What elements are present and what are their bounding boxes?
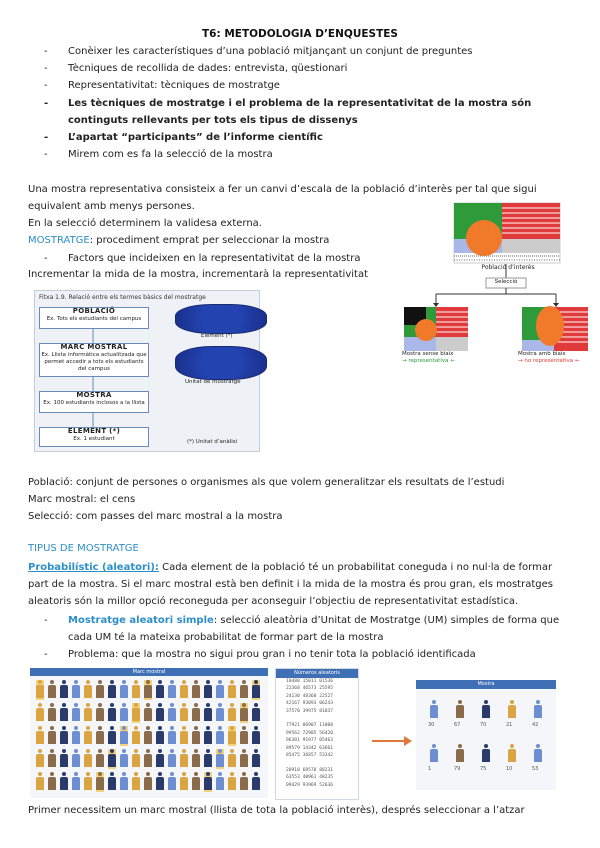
person-icon <box>144 749 152 769</box>
frame-dots-icon <box>175 346 267 380</box>
intro-bullet: - Tècniques de recollida de dades: entrevista, qüestionari <box>44 60 564 77</box>
sample-person-icon <box>482 744 490 764</box>
sample-person-number: 67 <box>454 722 461 728</box>
sample-person-icon <box>456 700 464 720</box>
random-number-row: 77921 06907 11008 <box>286 723 334 729</box>
closing-text: Primer necessitem un marc mostral (llista de tota la població interès), després seleccionar a l’atzar <box>28 805 525 816</box>
poblacio-desc: Ex. Tots els estudiants del campus <box>46 316 142 322</box>
factors-sub-bullet <box>44 253 360 264</box>
person-icon <box>156 749 164 769</box>
person-icon <box>180 749 188 769</box>
person-icon <box>192 726 200 746</box>
person-icon <box>228 680 236 700</box>
intro-bullet-list <box>44 43 564 163</box>
person-icon <box>132 749 140 769</box>
random-number-rows <box>276 678 358 789</box>
person-icon <box>156 680 164 700</box>
sample-person-number: 53 <box>532 766 539 772</box>
sample-person-icon <box>482 700 490 720</box>
biased-sub: → no representativa ← <box>518 357 580 364</box>
person-icon <box>108 680 116 700</box>
sample-person-icon <box>430 744 438 764</box>
mostratge-term: MOSTRATGE <box>28 235 90 246</box>
sample-header: Mostra <box>416 680 556 689</box>
person-icon <box>120 772 128 792</box>
person-icon <box>72 749 80 769</box>
random-number-row: 09429 93969 52636 <box>286 782 334 788</box>
person-icon <box>192 703 200 723</box>
definition-marc: Marc mostral: el cens <box>28 494 136 505</box>
person-icon <box>72 726 80 746</box>
random-number-row: 28918 69578 88231 <box>286 767 334 773</box>
element-title: ELEMENT (*) <box>67 427 121 435</box>
person-icon <box>84 680 92 700</box>
person-icon <box>48 703 56 723</box>
probabilistic-paragraph <box>28 560 568 610</box>
person-icon <box>240 772 248 792</box>
person-icon <box>216 726 224 746</box>
sample-person-number: 10 <box>506 766 513 772</box>
person-icon <box>252 703 260 723</box>
sample-person-number: 21 <box>506 722 513 728</box>
person-icon <box>36 680 44 700</box>
poblacio-title: POBLACIÓ <box>72 307 116 315</box>
person-icon <box>96 772 104 792</box>
random-numbers-header: Números aleatoris <box>276 669 358 678</box>
person-icon <box>252 726 260 746</box>
sample-person-icon <box>430 700 438 720</box>
person-icon <box>72 772 80 792</box>
person-icon <box>180 726 188 746</box>
person-icon <box>192 680 200 700</box>
random-number-row: 37570 39975 81837 <box>286 708 334 714</box>
marc-desc: Ex. Llista informàtica actualitzada que permet accedir a tots els estudiants del campus <box>41 352 147 372</box>
person-icon <box>144 703 152 723</box>
bias-figure-graphic <box>398 200 594 376</box>
person-icon <box>72 703 80 723</box>
types-bullet-list <box>44 612 564 663</box>
sample-person-icon <box>534 700 542 720</box>
sample-person-number: 30 <box>428 722 435 728</box>
person-icon <box>216 749 224 769</box>
unbiased-sample-label <box>402 351 482 364</box>
person-icon <box>180 680 188 700</box>
random-number-row: 63553 40961 48235 <box>286 775 334 781</box>
random-number-row: 10480 15011 01536 <box>286 679 334 684</box>
person-icon <box>48 749 56 769</box>
sample-panel <box>416 680 556 790</box>
person-icon <box>204 749 212 769</box>
person-icon <box>168 749 176 769</box>
label-element: Element (*) <box>201 333 233 339</box>
random-number-row: 99562 72905 56420 <box>286 730 334 736</box>
person-icon <box>204 703 212 723</box>
sampling-frame-panel <box>30 668 268 798</box>
person-icon <box>60 772 68 792</box>
person-icon <box>240 749 248 769</box>
person-icon <box>84 749 92 769</box>
person-icon <box>216 772 224 792</box>
sample-person-icon <box>534 744 542 764</box>
random-number-row: 89579 14342 63661 <box>286 745 334 751</box>
person-icon <box>108 772 116 792</box>
person-icon <box>168 703 176 723</box>
person-icon <box>84 703 92 723</box>
person-icon <box>120 680 128 700</box>
external-validity-text: En la selecció determinem la validesa externa. <box>28 218 262 229</box>
sample-person-icon <box>456 744 464 764</box>
person-icon <box>228 772 236 792</box>
person-icon <box>168 772 176 792</box>
intro-bullet: - Conèixer les característiques d’una població mitjançant un conjunt de preguntes <box>44 43 564 60</box>
sample-person-number: 79 <box>454 766 461 772</box>
person-icon <box>216 703 224 723</box>
unbiased-title: Mostra sense biaix <box>402 351 454 357</box>
definition-poblacio: Població: conjunt de persones o organismes als que volem generalitzar els resultats de l’estudi <box>28 477 505 488</box>
person-icon <box>60 703 68 723</box>
person-icon <box>180 703 188 723</box>
person-icon <box>108 749 116 769</box>
sample-person-number: 70 <box>480 722 487 728</box>
simple-random-text: : selecció aleatòria d’Unitat de Mostratge (UM) simples de forma que cada UM té la mateixa probabilitat de formar part de la mostra <box>68 615 560 643</box>
label-footnote: (*) Unitat d’anàlisi <box>187 439 238 445</box>
person-icon <box>204 772 212 792</box>
person-icon <box>96 680 104 700</box>
person-icon <box>144 680 152 700</box>
sample-person-number: 42 <box>532 722 539 728</box>
population-label: Població d’interès <box>481 264 535 271</box>
person-icon <box>144 726 152 746</box>
person-icon <box>216 680 224 700</box>
unbiased-sub: → representativa ← <box>402 357 455 364</box>
biased-title: Mostra amb biaix <box>518 351 566 357</box>
person-icon <box>36 749 44 769</box>
mostra-title: MOSTRA <box>76 391 112 399</box>
person-icon <box>228 703 236 723</box>
representative-sample-text: Una mostra representativa consisteix a fer un canvi d’escala de la població d’interès per tal que sigui equivalent amb menys persones. <box>28 184 537 212</box>
person-icon <box>252 680 260 700</box>
person-icon <box>228 749 236 769</box>
person-icon <box>156 703 164 723</box>
random-number-row: 24130 48360 22527 <box>286 693 334 699</box>
intro-bullet: - Mirem com es fa la selecció de la mostra <box>44 146 564 163</box>
arrow-icon <box>372 735 412 747</box>
person-icon <box>120 726 128 746</box>
person-icon <box>204 680 212 700</box>
label-unitat: Unitat de mostratge <box>185 379 241 385</box>
intro-bullet: - Representativitat: tècniques de mostratge <box>44 77 564 94</box>
selection-label: Selecció <box>494 279 518 285</box>
population-dots-icon <box>175 304 267 334</box>
biased-sample-label <box>518 351 598 364</box>
sample-person-icon <box>508 744 516 764</box>
intro-bullet: - L’apartat “participants” de l’informe científic <box>44 129 564 146</box>
person-icon <box>240 680 248 700</box>
person-icon <box>84 726 92 746</box>
person-icon <box>132 726 140 746</box>
random-number-row: 96301 91977 05463 <box>286 738 334 744</box>
types-heading: TIPUS DE MOSTRATGE <box>28 543 139 554</box>
figure-caption: Fitxa 1.9. Relació entre els termes bàsics del mostratge <box>39 294 206 301</box>
intro-bullet: - Les tècniques de mostratge i el problema de la representativitat de la mostra són continguts rellevants per tots els tipus de dissenys <box>44 95 564 129</box>
person-icon <box>204 726 212 746</box>
person-icon <box>144 772 152 792</box>
random-numbers-panel <box>275 668 359 800</box>
person-icon <box>156 772 164 792</box>
person-icon <box>60 680 68 700</box>
person-icon <box>48 772 56 792</box>
sample-person-number: 1 <box>428 766 432 772</box>
person-icon <box>252 749 260 769</box>
random-number-row: 85475 36857 53342 <box>286 753 334 759</box>
random-number-row <box>276 759 358 766</box>
person-icon <box>48 680 56 700</box>
probabilistic-term: Probabilístic (aleatori): <box>28 562 159 573</box>
person-icon <box>84 772 92 792</box>
person-icon <box>36 703 44 723</box>
simple-random-term: Mostratge aleatori simple <box>68 615 214 626</box>
person-icon <box>48 726 56 746</box>
simple-random-bullet <box>44 612 564 646</box>
sample-size-text: Incrementar la mida de la mostra, incrementarà la representativitat <box>28 269 368 280</box>
marc-title: MARC MOSTRAL <box>60 343 128 351</box>
person-icon <box>36 726 44 746</box>
person-icon <box>36 772 44 792</box>
person-icon <box>168 680 176 700</box>
person-icon <box>192 772 200 792</box>
person-icon <box>192 749 200 769</box>
person-icon <box>156 726 164 746</box>
person-icon <box>108 703 116 723</box>
random-number-row: 22368 46573 25595 <box>286 686 334 692</box>
mostratge-definition <box>28 233 418 250</box>
random-number-row: 42167 93093 06243 <box>286 701 334 707</box>
sampling-frame-header: Marc mostral <box>30 668 268 676</box>
person-icon <box>72 680 80 700</box>
person-icon <box>252 772 260 792</box>
person-icon <box>96 749 104 769</box>
person-icon <box>120 703 128 723</box>
person-icon <box>240 703 248 723</box>
probabilistic-text: Cada element de la població té un probabilitat coneguda i no nul·la de formar part de la mostra. Si el marc mostral està ben definit i la mida de la mostra és prou gran, els mostratges aleatoris són la millor opció reconeguda per aconseguir l’objectiu de representativitat estadística. <box>28 562 553 607</box>
definition-seleccio: Selecció: com passes del marc mostral a la mostra <box>28 511 283 522</box>
bias-figure <box>398 200 594 376</box>
sample-person-icon <box>508 700 516 720</box>
sample-person-number: 75 <box>480 766 487 772</box>
person-icon <box>60 726 68 746</box>
person-icon <box>96 726 104 746</box>
person-icon <box>60 749 68 769</box>
person-icon <box>228 726 236 746</box>
person-icon <box>96 703 104 723</box>
person-icon <box>132 772 140 792</box>
element-desc: Ex. 1 estudiant <box>73 436 115 442</box>
person-icon <box>132 680 140 700</box>
factors-text: Factors que incideixen en la representativitat de la mostra <box>68 253 361 264</box>
person-icon <box>180 772 188 792</box>
person-icon <box>120 749 128 769</box>
sampling-terms-figure <box>34 290 260 452</box>
person-icon <box>132 703 140 723</box>
person-icon <box>168 726 176 746</box>
page-title: T6: METODOLOGIA D’ENQUESTES <box>202 28 398 40</box>
mostratge-def: : procediment emprat per seleccionar la mostra <box>89 235 330 246</box>
problem-bullet: - Problema: que la mostra no sigui prou gran i no tenir tota la població identificada <box>44 646 564 663</box>
random-number-row <box>276 715 358 722</box>
person-icon <box>240 726 248 746</box>
mostra-desc: Ex. 100 estudiants inclosos a la llista <box>43 400 145 406</box>
person-icon <box>108 726 116 746</box>
